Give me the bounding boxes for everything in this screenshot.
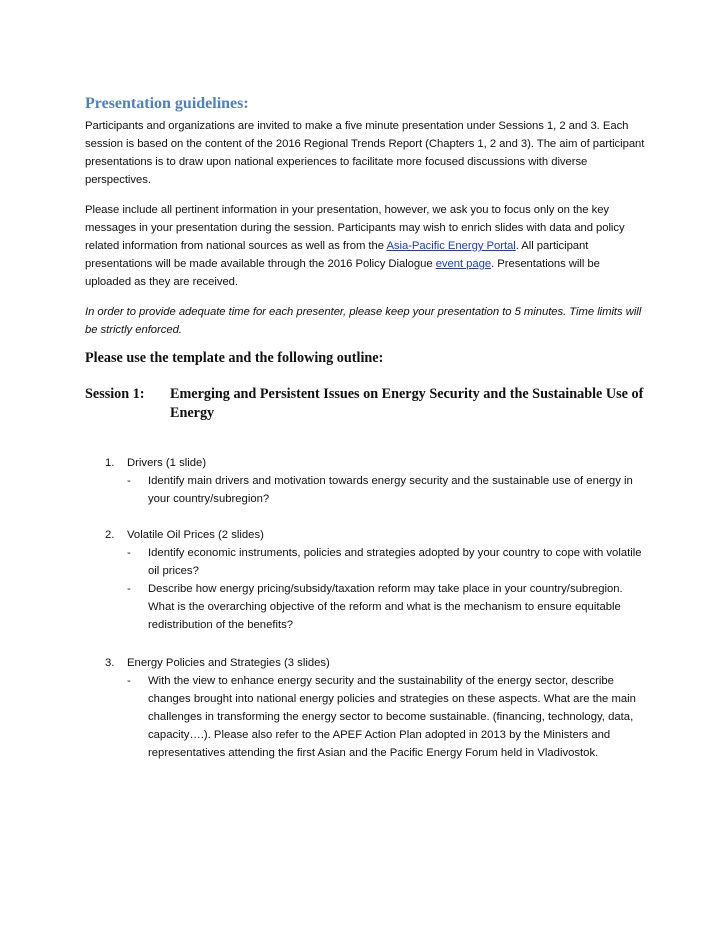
outline-heading: Please use the template and the following outline: bbox=[85, 350, 384, 366]
session-label: Session 1: bbox=[85, 386, 145, 402]
session-title: Emerging and Persistent Issues on Energy Security and the Sustainable Use of Energy bbox=[170, 386, 644, 421]
item-number: 2. bbox=[105, 529, 115, 541]
item-heading: Energy Policies and Strategies (3 slides) bbox=[127, 657, 330, 669]
intro-paragraph: Participants and organizations are invited to make a five minute presentation under Sessions 1, 2 and 3. Each session is based on the content of the 2016 Regional Trends Report (Chapters 1, 2 and 3). The aim of participant presentations is to draw upon national experiences to facilitate more focused discussions with diverse perspectives. bbox=[85, 120, 645, 186]
dash-bullet: - bbox=[127, 475, 131, 487]
paragraph-text: . Presentations will be uploaded as they are received. bbox=[85, 258, 600, 288]
paragraph-text: . All participant presentations will be made available through the 2016 Policy Dialogue bbox=[85, 240, 589, 270]
section-heading: Presentation guidelines: bbox=[85, 95, 249, 112]
bullet-text: With the view to enhance energy security and the sustainability of the energy sector, describe changes brought into national energy policies and strategies on these aspects. What are the main challenges in transforming the energy sector to become sustainable. (financing, technology, data, capacity….). Please also refer to the APEF Action Plan adopted in 2013 by the Ministers and representatives attending the first Asian and the Pacific Energy Forum held in Vladivostok. bbox=[148, 675, 636, 759]
paragraph-text: Please include all pertinent information in your presentation, however, we ask you to focus only on the key messages in your presentation during the session. Participants may wish to enrich slides with data and policy related information from national sources as well as from the bbox=[85, 204, 625, 252]
item-number: 1. bbox=[105, 457, 115, 469]
energy-portal-link[interactable]: Asia-Pacific Energy Portal bbox=[386, 240, 516, 252]
bullet-text: Identify economic instruments, policies and strategies adopted by your country to cope with volatile oil prices? bbox=[148, 547, 642, 577]
dash-bullet: - bbox=[127, 583, 131, 595]
item-heading: Volatile Oil Prices (2 slides) bbox=[127, 529, 264, 541]
time-limit-note: In order to provide adequate time for each presenter, please keep your presentation to 5 minutes. Time limits will be strictly enforced. bbox=[85, 306, 642, 336]
item-heading: Drivers (1 slide) bbox=[127, 457, 207, 469]
dash-bullet: - bbox=[127, 547, 131, 559]
dash-bullet: - bbox=[127, 675, 131, 687]
event-page-link[interactable]: event page bbox=[435, 258, 492, 270]
content-paragraph bbox=[85, 201, 645, 291]
item-number: 3. bbox=[105, 657, 115, 669]
bullet-text: Identify main drivers and motivation towards energy security and the sustainable use of energy in your country/subregion? bbox=[148, 475, 633, 505]
bullet-text: Describe how energy pricing/subsidy/taxation reform may take place in your country/subregion. What is the overarching objective of the reform and what is the mechanism to ensure equitable redistribution of the benefits? bbox=[148, 583, 623, 631]
